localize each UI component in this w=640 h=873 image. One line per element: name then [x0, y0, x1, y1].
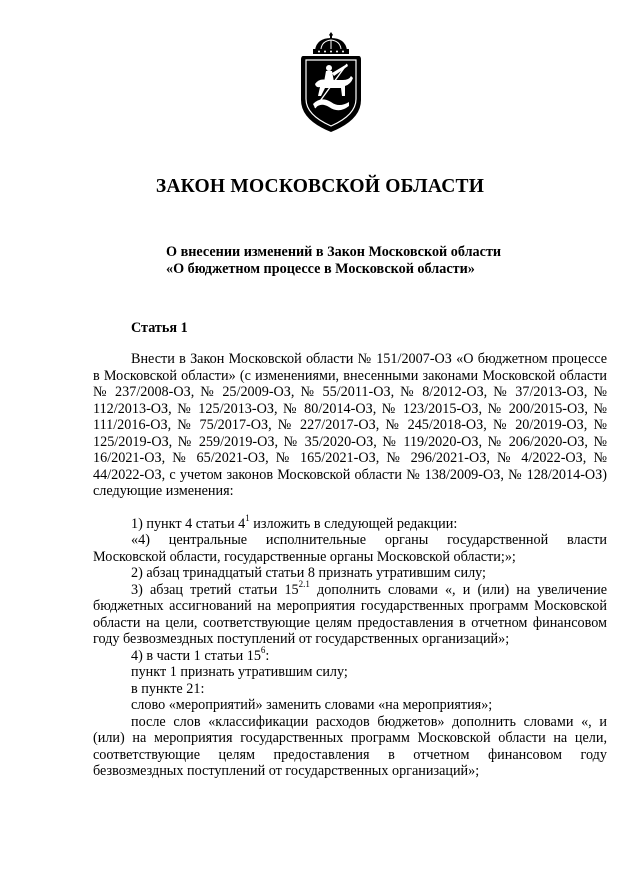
item-4-text: 4) в части 1 статьи 15: [131, 647, 261, 664]
moscow-oblast-coat-of-arms-icon: [291, 30, 371, 134]
item-1: [93, 512, 607, 533]
article-heading: Статья 1: [131, 320, 188, 336]
item-1-text: 1) пункт 4 статьи 4: [131, 515, 246, 532]
document-title: ЗАКОН МОСКОВСКОЙ ОБЛАСТИ: [155, 176, 485, 197]
item-3-superscript: 2.1: [298, 578, 310, 589]
document-subtitle: [166, 244, 501, 278]
item-4-subitem-b: в пункте 21:: [131, 680, 205, 697]
item-3-text: 3) абзац третий статьи 15: [131, 581, 299, 598]
item-4: [93, 644, 607, 665]
item-3: [93, 578, 608, 648]
subtitle-line-1: О внесении изменений в Закон Московской области: [166, 244, 502, 260]
item-2: 2) абзац тринадцатый статьи 8 признать утратившим силу;: [131, 565, 486, 581]
item-1-text-end: изложить в следующей редакции:: [249, 515, 458, 532]
item-3-text-end: дополнить словами «, и (или) на увеличение бюджетных ассигнований на мероприятия государственных программ Московской области на цели, соответствующие целям предоставления в отчетном финансовом году безвозмездных поступлений от государственных организаций»;: [93, 581, 608, 647]
article-intro: Внести в Закон Московской области № 151/2007-ОЗ «О бюджетном процессе в Московской области» (с изменениями, внесенными законами Московской области № 237/2008-ОЗ, № 25/2009-ОЗ, № 55/2011-ОЗ, № 8/2012-ОЗ, № 37/2013-ОЗ, № 112/2013-ОЗ, № 125/2013-ОЗ, № 80/2014-ОЗ, № 123/2015-ОЗ, № 200/2015-ОЗ, № 111/2016-ОЗ, № 75/2017-ОЗ, № 227/2017-ОЗ, № 245/2018-ОЗ, № 20/2019-ОЗ, № 125/2019-ОЗ, № 259/2019-ОЗ, № 35/2020-ОЗ, № 119/2020-ОЗ, № 206/2020-ОЗ, № 16/2021-ОЗ, № 65/2021-ОЗ, № 165/2021-ОЗ, № 296/2021-ОЗ, № 4/2022-ОЗ, № 44/2022-ОЗ, с учетом законов Московской области № 138/2009-ОЗ, № 128/2014-ОЗ) следующие изменения:: [93, 351, 607, 499]
item-4-subitem-d: после слов «классификации расходов бюджетов» дополнить словами «, и (или) на мероприятия государственных программ Московской области на цели, соответствующие целям предоставления в отчетном финансовом году безвозмездных поступлений от государственных организаций»;: [93, 713, 607, 779]
item-4-text-end: :: [265, 647, 270, 664]
subtitle-line-2: «О бюджетном процессе в Московской области»: [166, 261, 475, 277]
article-body: [93, 351, 607, 780]
crown-icon: [313, 32, 349, 54]
item-4-superscript: 6: [260, 644, 266, 655]
item-1-superscript: 1: [245, 512, 250, 523]
item-4-subitem-a: пункт 1 признать утратившим силу;: [131, 664, 348, 680]
item-1-quote: «4) центральные исполнительные органы государственной власти Московской области, государственные органы Московской области;»;: [93, 532, 607, 565]
item-4-subitem-c: слово «мероприятий» заменить словами «на мероприятия»;: [131, 697, 493, 713]
